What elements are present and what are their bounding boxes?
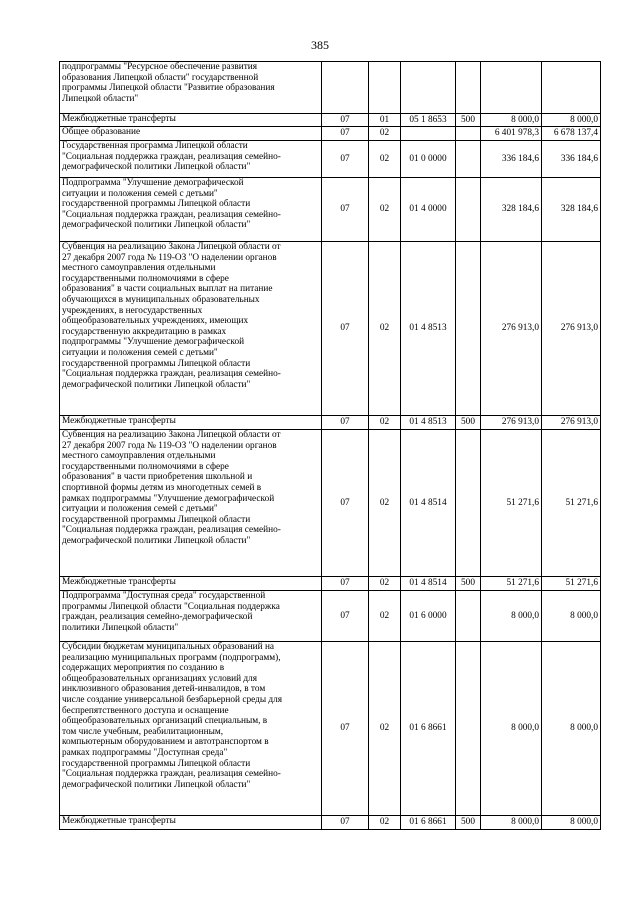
row-expense-type — [456, 178, 481, 242]
row-subsection: 02 — [369, 141, 401, 178]
row-name: Общее образование — [60, 127, 322, 141]
table-row — [60, 242, 601, 416]
row-subsection: 02 — [369, 816, 401, 830]
row-subsection: 02 — [369, 178, 401, 242]
row-expense-type: 500 — [456, 577, 481, 591]
row-expense-type — [456, 430, 481, 577]
row-subsection: 02 — [369, 642, 401, 816]
row-sum-first: 8 000,0 — [481, 816, 542, 830]
row-sum-first: 276 913,0 — [481, 416, 542, 430]
row-target-code: 01 4 8514 — [401, 577, 456, 591]
row-sum-second: 276 913,0 — [542, 416, 601, 430]
row-name: Субвенция на реализацию Закона Липецкой области от 27 декабря 2007 года № 119-ОЗ "О наделении органов местного самоуправления отдельными государственными полномочиями в сфере образования" в части приобретения школьной и спортивной формы детям из многодетных семей в рамках подпрограммы "Улучшение демографической ситуации и положения семей с детьми" государственной программы Липецкой области "Социальная поддержка граждан, реализация семейно- демографической политики Липецкой области" — [60, 430, 322, 577]
budget-table-body — [60, 62, 601, 830]
row-name: подпрограммы "Ресурсное обеспечение развития образования Липецкой области" государственной программы Липецкой области "Развитие образования Липецкой области" — [60, 62, 322, 114]
table-row — [60, 642, 601, 816]
row-name: Подпрограмма "Улучшение демографической ситуации и положения семей с детьми" государственной программы Липецкой области "Социальная поддержка граждан, реализация семейно- демографической политики Липецкой области" — [60, 178, 322, 242]
row-target-code — [401, 127, 456, 141]
row-section: 07 — [322, 178, 369, 242]
row-section: 07 — [322, 127, 369, 141]
row-subsection: 02 — [369, 242, 401, 416]
table-row — [60, 577, 601, 591]
row-sum-second: 8 000,0 — [542, 114, 601, 127]
row-sum-first — [481, 62, 542, 114]
row-sum-first: 6 401 978,3 — [481, 127, 542, 141]
row-sum-second: 6 678 137,4 — [542, 127, 601, 141]
row-name: Межбюджетные трансферты — [60, 114, 322, 127]
row-section: 07 — [322, 591, 369, 642]
row-subsection: 02 — [369, 591, 401, 642]
row-sum-first: 8 000,0 — [481, 114, 542, 127]
row-section: 07 — [322, 114, 369, 127]
row-target-code: 01 6 8661 — [401, 816, 456, 830]
table-row — [60, 416, 601, 430]
row-section — [322, 62, 369, 114]
table-row — [60, 178, 601, 242]
row-name: Субсидии бюджетам муниципальных образований на реализацию муниципальных программ (подпрограмм), содержащих мероприятия по созданию в общеобразовательных организациях условий для инклюзивного образования детей-инвалидов, в том числе создание универсальной безбарьерной среды для беспрепятственного доступа и оснащение общеобразовательных организаций специальным, в том числе учебным, реабилитационным, компьютерным оборудованием и автотранспортом в рамках подпрограммы "Доступная среда" государственной программы Липецкой области "Социальная поддержка граждан, реализация семейно- демографической политики Липецкой области" — [60, 642, 322, 816]
row-sum-second: 8 000,0 — [542, 591, 601, 642]
row-expense-type — [456, 591, 481, 642]
row-section: 07 — [322, 141, 369, 178]
row-sum-second: 336 184,6 — [542, 141, 601, 178]
row-subsection: 02 — [369, 416, 401, 430]
table-row — [60, 430, 601, 577]
row-sum-first: 51 271,6 — [481, 430, 542, 577]
row-name: Подпрограмма "Доступная среда" государственной программы Липецкой области "Социальная поддержка граждан, реализация семейно-демографической политики Липецкой области" — [60, 591, 322, 642]
row-section: 07 — [322, 577, 369, 591]
table-row — [60, 114, 601, 127]
row-expense-type: 500 — [456, 114, 481, 127]
row-sum-second — [542, 62, 601, 114]
page-number: 385 — [311, 38, 329, 52]
table-row — [60, 127, 601, 141]
row-expense-type — [456, 62, 481, 114]
row-subsection: 01 — [369, 114, 401, 127]
row-target-code: 01 4 8513 — [401, 416, 456, 430]
budget-table — [59, 61, 601, 830]
row-target-code: 01 4 8514 — [401, 430, 456, 577]
row-sum-second: 51 271,6 — [542, 577, 601, 591]
row-target-code: 01 6 0000 — [401, 591, 456, 642]
row-expense-type — [456, 242, 481, 416]
row-name: Субвенция на реализацию Закона Липецкой области от 27 декабря 2007 года № 119-ОЗ "О наделении органов местного самоуправления отдельными государственными полномочиями в сфере образования" в части социальных выплат на питание обучающихся в муниципальных образовательных учреждениях, в негосударственных общеобразовательных учреждениях, имеющих государственную аккредитацию в рамках подпрограммы "Улучшение демографической ситуации и положения семей с детьми" государственной программы Липецкой области "Социальная поддержка граждан, реализация семейно- демографической политики Липецкой области" — [60, 242, 322, 416]
table-row — [60, 816, 601, 830]
row-section: 07 — [322, 642, 369, 816]
row-subsection: 02 — [369, 430, 401, 577]
table-row — [60, 591, 601, 642]
row-expense-type: 500 — [456, 416, 481, 430]
row-expense-type — [456, 127, 481, 141]
row-target-code: 01 4 8513 — [401, 242, 456, 416]
row-expense-type — [456, 642, 481, 816]
row-name: Межбюджетные трансферты — [60, 577, 322, 591]
row-subsection — [369, 62, 401, 114]
row-sum-second: 8 000,0 — [542, 642, 601, 816]
row-target-code: 05 1 8653 — [401, 114, 456, 127]
row-sum-first: 328 184,6 — [481, 178, 542, 242]
row-name: Государственная программа Липецкой области "Социальная поддержка граждан, реализация семейно- демографической политики Липецкой области" — [60, 141, 322, 178]
row-name: Межбюджетные трансферты — [60, 416, 322, 430]
row-target-code: 01 0 0000 — [401, 141, 456, 178]
row-sum-second: 51 271,6 — [542, 430, 601, 577]
row-section: 07 — [322, 430, 369, 577]
row-sum-second: 276 913,0 — [542, 242, 601, 416]
row-sum-second: 8 000,0 — [542, 816, 601, 830]
row-expense-type — [456, 141, 481, 178]
row-sum-first: 8 000,0 — [481, 591, 542, 642]
row-sum-first: 51 271,6 — [481, 577, 542, 591]
row-target-code — [401, 62, 456, 114]
row-sum-first: 8 000,0 — [481, 642, 542, 816]
row-section: 07 — [322, 816, 369, 830]
row-sum-first: 276 913,0 — [481, 242, 542, 416]
row-target-code: 01 4 0000 — [401, 178, 456, 242]
row-subsection: 02 — [369, 127, 401, 141]
row-sum-first: 336 184,6 — [481, 141, 542, 178]
row-subsection: 02 — [369, 577, 401, 591]
row-name: Межбюджетные трансферты — [60, 816, 322, 830]
row-target-code: 01 6 8661 — [401, 642, 456, 816]
row-expense-type: 500 — [456, 816, 481, 830]
table-row — [60, 62, 601, 114]
row-section: 07 — [322, 242, 369, 416]
row-sum-second: 328 184,6 — [542, 178, 601, 242]
table-row — [60, 141, 601, 178]
row-section: 07 — [322, 416, 369, 430]
